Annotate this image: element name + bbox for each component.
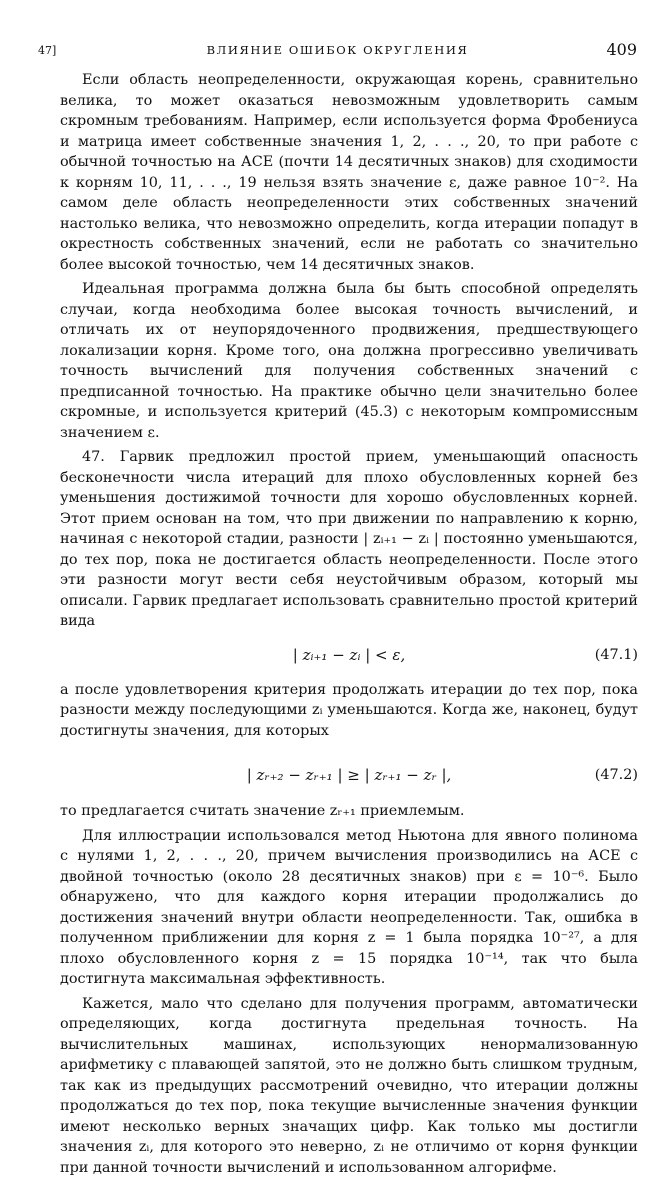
- paragraph-3: 47. Гарвик предложил простой прием, уменьшающий опасность бесконечности числа итераций для плохо обусловленных корней без уменьшения достижимой точности для хорошо обусловленных корней. Этот прием основан на том, что при движении по направлению к корню, начиная с некоторой стадии, разности | zᵢ₊₁ − zᵢ | постоянно уменьшаются, до тех пор, пока не достигается область неопределенности. После этого эти разности могут вести себя неустойчивым образом, который мы описали. Гарвик предлагает использовать сравнительно простой критерий вида: [60, 449, 638, 629]
- formula-47-1: [60, 638, 638, 674]
- section-marker: 47]: [38, 44, 57, 57]
- paragraph-2: Идеальная программа должна была бы быть способной определять случаи, когда необходима более высокая точность вычислений, и отличать их от неупорядоченного продвижения, предшествующего локализации корня. Кроме того, она должна прогрессивно увеличивать точность вычислений для получения собственных значений с предписанной точностью. На практике обычно цели значительно более скромные, и используется критерий (45.3) с некоторым компромиссным значением ε.: [60, 281, 638, 441]
- formula-47-1-expression: | zᵢ₊₁ − zᵢ | < ε,: [292, 645, 406, 664]
- paragraph-1: Если область неопределенности, окружающая корень, сравнительно велика, то может оказаться невозможным удовлетворить самым скромным требованиям. Например, если используется форма Фробениуса и матрица имеет собственные значения 1, 2, . . ., 20, то при работе с обычной точностью на АСЕ (почти 14 десятичных знаков) для сходимости к корням 10, 11, . . ., 19 нельзя взять значение ε, даже равное 10⁻². На самом деле область неопределенности этих собственных значений настолько велика, что невозможно определить, когда итерации попадут в окрестность собственных значений, если не работать со значительно более высокой точностью, чем 14 десятичных знаков.: [60, 72, 638, 273]
- paragraph-5: то предлагается считать значение zᵣ₊₁ приемлемым.: [60, 803, 465, 819]
- formula-47-1-number: (47.1): [594, 646, 638, 663]
- formula-47-2: [60, 751, 638, 795]
- running-header: [38, 42, 637, 62]
- paragraph-7: Кажется, мало что сделано для получения программ, автоматически определяющих, когда достигнута предельная точность. На вычислительных машинах, использующих ненормализованную арифметику с плавающей запятой, это не должно быть слишком трудным, так как из предыдущих рассмотрений очевидно, что итерации должны продолжаться до тех пор, пока текущие вычисленные значения функции имеют несколько верных значащих цифр. Как только мы достигли значения zᵢ, для которого это неверно, zᵢ не отличимо от корня функции при данной точности вычислений и использованном алгорифме.: [60, 995, 638, 1176]
- page-body: [60, 70, 638, 1182]
- formula-47-2-expression: | zᵣ₊₂ − zᵣ₊₁ | ≥ | zᵣ₊₁ − zᵣ |,: [246, 766, 452, 784]
- page-number: 409: [606, 40, 637, 59]
- running-title: ВЛИЯНИЕ ОШИБОК ОКРУГЛЕНИЯ: [206, 43, 469, 57]
- paragraph-4: а после удовлетворения критерия продолжать итерации до тех пор, пока разности между последующими zᵢ уменьшаются. Когда же, наконец, будут достигнуты значения, для которых: [60, 681, 638, 739]
- formula-47-2-number: (47.2): [594, 767, 638, 783]
- paragraph-6: Для иллюстрации использовался метод Ньютона для явного полинома с нулями 1, 2, . . ., 20, причем вычисления производились на АСЕ с двойной точностью (около 28 десятичных знаков) при ε = 10⁻⁶. Было обнаружено, что для каждого корня итерации продолжались до достижения значений внутри области неопределенности. Так, ошибка в полученном приближении для корня z = 1 была порядка 10⁻²⁷, а для плохо обусловленного корня z = 15 порядка 10⁻¹⁴, так что была достигнута максимальная эффективность.: [60, 827, 638, 987]
